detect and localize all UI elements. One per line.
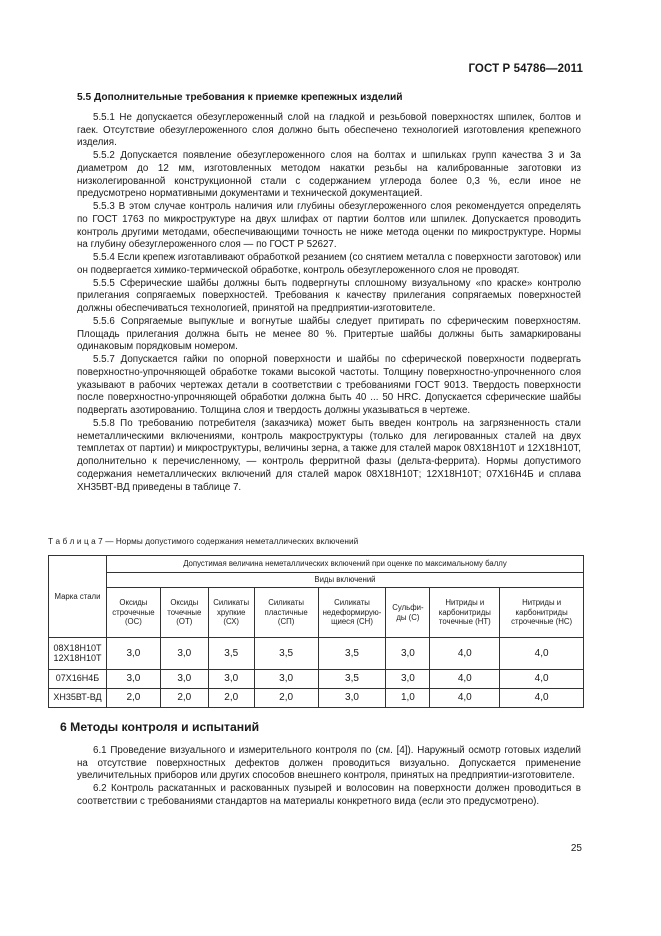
value-cell: 3,0 [160,670,208,689]
section-6 [60,720,581,809]
paragraph-5-5-3: 5.5.3 В этом случае контроль наличия или глубины обезуглероженного слоя рекомендуется определять по ГОСТ 1763 по микроструктуре на двух шлифах от партии болтов или шпилек. Допускается проводить контроль другими методами, обеспечивающими точность не ниже метода оценки по микроструктуре. Нормы на глубину обезуглероженного слоя — по ГОСТ Р 52627. [77,201,581,251]
value-cell: 2,0 [106,689,160,708]
grade-cell: 08Х18Н10Т 12Х18Н10Т [49,638,107,670]
paragraph-5-5-1: 5.5.1 Не допускается обезуглероженный слой на гладкой и резьбовой поверхностях шпилек, болтов и гаек. Отсутствие обезуглероженного слоя должно быть обеспечено технологией изготовления крепежного изделия. [77,111,581,149]
paragraph-5-5-2: 5.5.2 Допускается появление обезуглероженного слоя на болтах и шпильках групп качества 3 и 3а диаметром до 12 мм, изготовленных методом накатки резьбы на калиброванные заготовки из низколегированной конструкционной стали с содержанием углерода более 0,3 %, если иное не предусмотрено нормативными документами и технической документацией. [77,150,581,200]
paragraph-6-1: 6.1 Проведение визуального и измерительного контроля по (см. [4]). Наружный осмотр готовых изделий на отсутствие поверхностных дефектов должен проводиться визуально. Допускается применение увеличительных приборов или других способов внешнего контроля, принятых на предприятии-изготовителе. [77,744,581,782]
grade-cell: 07Х16Н4Б [49,670,107,689]
column-header: Сульфи-ды (С) [386,588,430,638]
column-header: Силикаты недеформирую-щиеся (СН) [318,588,386,638]
value-cell: 4,0 [430,689,500,708]
value-cell: 4,0 [500,638,584,670]
column-header: Нитриды и карбонитриды строчечные (НС) [500,588,584,638]
value-cell: 3,5 [318,670,386,689]
section-5-5-title: 5.5 Дополнительные требования к приемке крепежных изделий [77,92,403,103]
section-5-5 [77,92,581,494]
table-row [49,670,584,689]
value-cell: 3,0 [254,670,318,689]
grade-cell: ХН35ВТ-ВД [49,689,107,708]
value-cell: 2,0 [254,689,318,708]
table-row [49,689,584,708]
document-code-header: ГОСТ Р 54786—2011 [468,63,583,75]
value-cell: 1,0 [386,689,430,708]
table-row [49,638,584,670]
value-cell: 2,0 [160,689,208,708]
value-cell: 4,0 [430,670,500,689]
paragraph-5-5-7: 5.5.7 Допускается гайки по опорной поверхности и шайбы по сферической поверхности подвергать поверхностно-упрочняющей обработке токами высокой частоты. Толщину поверхностно-упрочненного слоя указывают в рабочих чертежах детали в соответствии с требованиями ГОСТ 9013. Твердость поверхности после поверхностно-упрочняющей обработки должна быть 40 ... 50 HRC. Допускается сферические шайбы подвергать азотированию. Толщина слоя и твердость должны указываться в чертеже. [77,354,581,416]
value-cell: 3,0 [318,689,386,708]
value-cell: 4,0 [500,689,584,708]
value-cell: 2,0 [208,689,254,708]
value-cell: 3,0 [160,638,208,670]
table-7 [48,555,584,708]
column-header: Силикаты пластичные (СП) [254,588,318,638]
value-cell: 3,5 [318,638,386,670]
column-header: Оксиды точечные (ОТ) [160,588,208,638]
section-6-title: 6 Методы контроля и испытаний [60,720,260,734]
column-header: Силикаты хрупкие (СХ) [208,588,254,638]
value-cell: 3,0 [386,638,430,670]
grade-header: Марка стали [49,556,107,638]
paragraph-5-5-5: 5.5.5 Сферические шайбы должны быть подвергнуты сплошному визуальному «по краске» контролю прилегания сопрягаемых поверхностей. Требования к качеству прилегания сопрягаемых поверхностей должны обеспечиваться технологией, принятой на предприятии-изготовителе. [77,277,581,314]
column-header: Оксиды строчечные (ОС) [106,588,160,638]
inclusion-types-header: Виды включений [106,573,583,588]
paragraph-5-5-4: 5.5.4 Если крепеж изготавливают обработкой резанием (со снятием металла с поверхности заготовок) или он подвергается химико-термической обработке, контроль обезуглероженного слоя не проводят. [77,252,581,276]
value-cell: 3,0 [106,670,160,689]
page-number: 25 [570,843,582,854]
value-cell: 3,0 [386,670,430,689]
column-header: Нитриды и карбонитриды точечные (НТ) [430,588,500,638]
value-cell: 3,0 [208,670,254,689]
inclusion-size-header: Допустимая величина неметаллических включений при оценке по максимальному баллу [106,556,583,573]
value-cell: 4,0 [500,670,584,689]
paragraph-5-5-6: 5.5.6 Сопрягаемые выпуклые и вогнутые шайбы следует притирать по сферическим поверхностям. Площадь прилегания должна быть не менее 80 %. Притертые шайбы должны быть замаркированы одинаковым порядковым номером. [77,315,581,353]
value-cell: 3,0 [106,638,160,670]
value-cell: 4,0 [430,638,500,670]
table-7-caption: Т а б л и ц а 7 — Нормы допустимого содержания неметаллических включений [48,537,359,546]
value-cell: 3,5 [254,638,318,670]
paragraph-6-2: 6.2 Контроль раскатанных и раскованных пузырей и волосовин на поверхности должен проводиться в соответствии с требованиями стандартов на материалы конкретного вида (если это предусмотрено). [77,783,581,807]
paragraph-5-5-8: 5.5.8 По требованию потребителя (заказчика) может быть введен контроль на загрязненность стали неметаллическими включениями, контроль макроструктуры (только для легированных сталей на двух темплетах от партии) и микроструктуры, величины зерна, а также для сталей марок 08Х18Н10Т и 12Х18Н10Т, дополнительно к перечисленному, — контроль ферритной фазы (дельта-феррита). Нормы допустимого содержания неметаллических включений для сталей марок 08Х18Н10Т; 12Х18Н10Т; 07Х16Н4Б и сплава ХН35ВТ-ВД приведены в таблице 7. [77,417,581,493]
value-cell: 3,5 [208,638,254,670]
